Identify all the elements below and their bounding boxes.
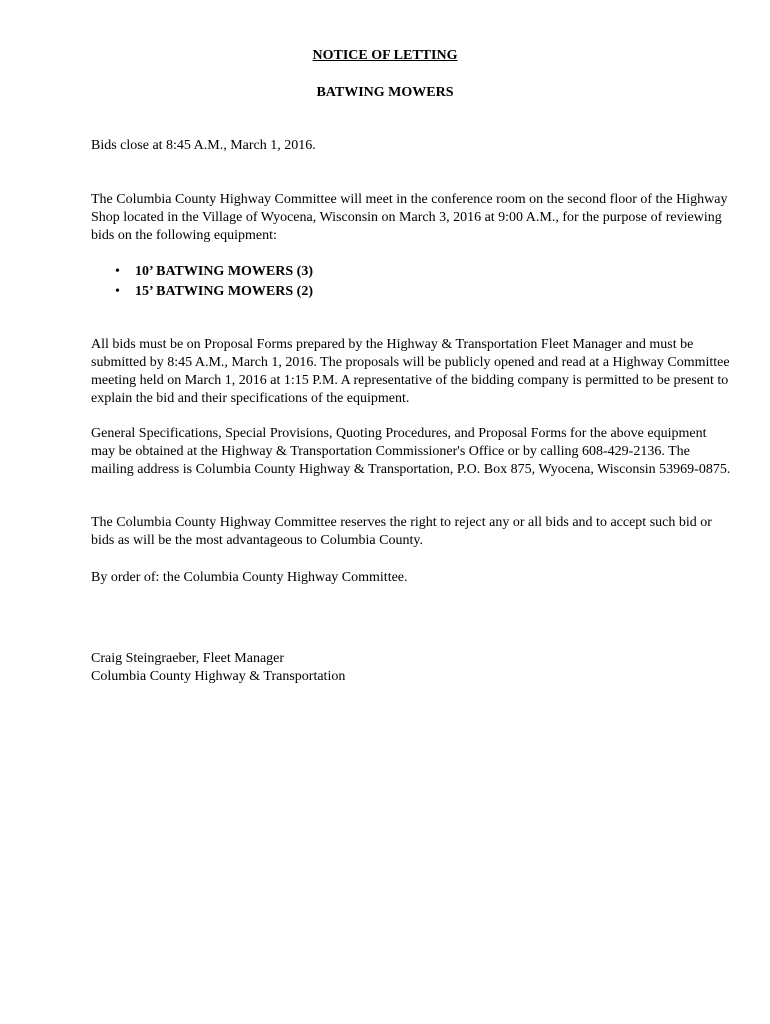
bids-close-paragraph: Bids close at 8:45 A.M., March 1, 2016.: [91, 138, 316, 153]
equipment-list-item: [91, 283, 691, 303]
specifications-paragraph: General Specifications, Special Provisions, Quoting Procedures, and Proposal Forms for the above equipment may be obtained at the Highway & Transportation Commissioner's Office or by calling 608-429-2136. The mailing address is Columbia County Highway & Transportation, P.O. Box 875, Wyocena, Wisconsin 53969-0875.: [91, 426, 731, 477]
equipment-list: [91, 263, 691, 303]
equipment-list-item: [91, 263, 691, 283]
order-paragraph: By order of: the Columbia County Highway Committee.: [91, 570, 408, 585]
document-subtitle: BATWING MOWERS: [316, 85, 454, 100]
signature-name: Craig Steingraeber, Fleet Manager: [91, 651, 285, 666]
reservation-paragraph: The Columbia County Highway Committee reserves the right to reject any or all bids and to accept such bid or bids as will be the most advantageous to Columbia County.: [91, 515, 712, 548]
meeting-paragraph: The Columbia County Highway Committee will meet in the conference room on the second floor of the Highway Shop located in the Village of Wyocena, Wisconsin on March 3, 2016 at 9:00 A.M., for the purpose of reviewing bids on the following equipment:: [91, 192, 728, 243]
bid-requirements-paragraph: All bids must be on Proposal Forms prepared by the Highway & Transportation Fleet Manager and must be submitted by 8:45 A.M., March 1, 2016. The proposals will be publicly opened and read at a Highway Committee meeting held on March 1, 2016 at 1:15 P.M. A representative of the bidding company is permitted to be present to explain the bid and their specifications of the equipment.: [91, 337, 730, 406]
bullet-icon: •: [115, 284, 120, 299]
document-title: NOTICE OF LETTING: [312, 48, 458, 63]
equipment-item-label: 10’ BATWING MOWERS (3): [135, 264, 313, 279]
equipment-item-label: 15’ BATWING MOWERS (2): [135, 284, 313, 299]
bullet-icon: •: [115, 264, 120, 279]
signature-block: [91, 650, 731, 686]
signature-organization: Columbia County Highway & Transportation: [91, 669, 346, 684]
